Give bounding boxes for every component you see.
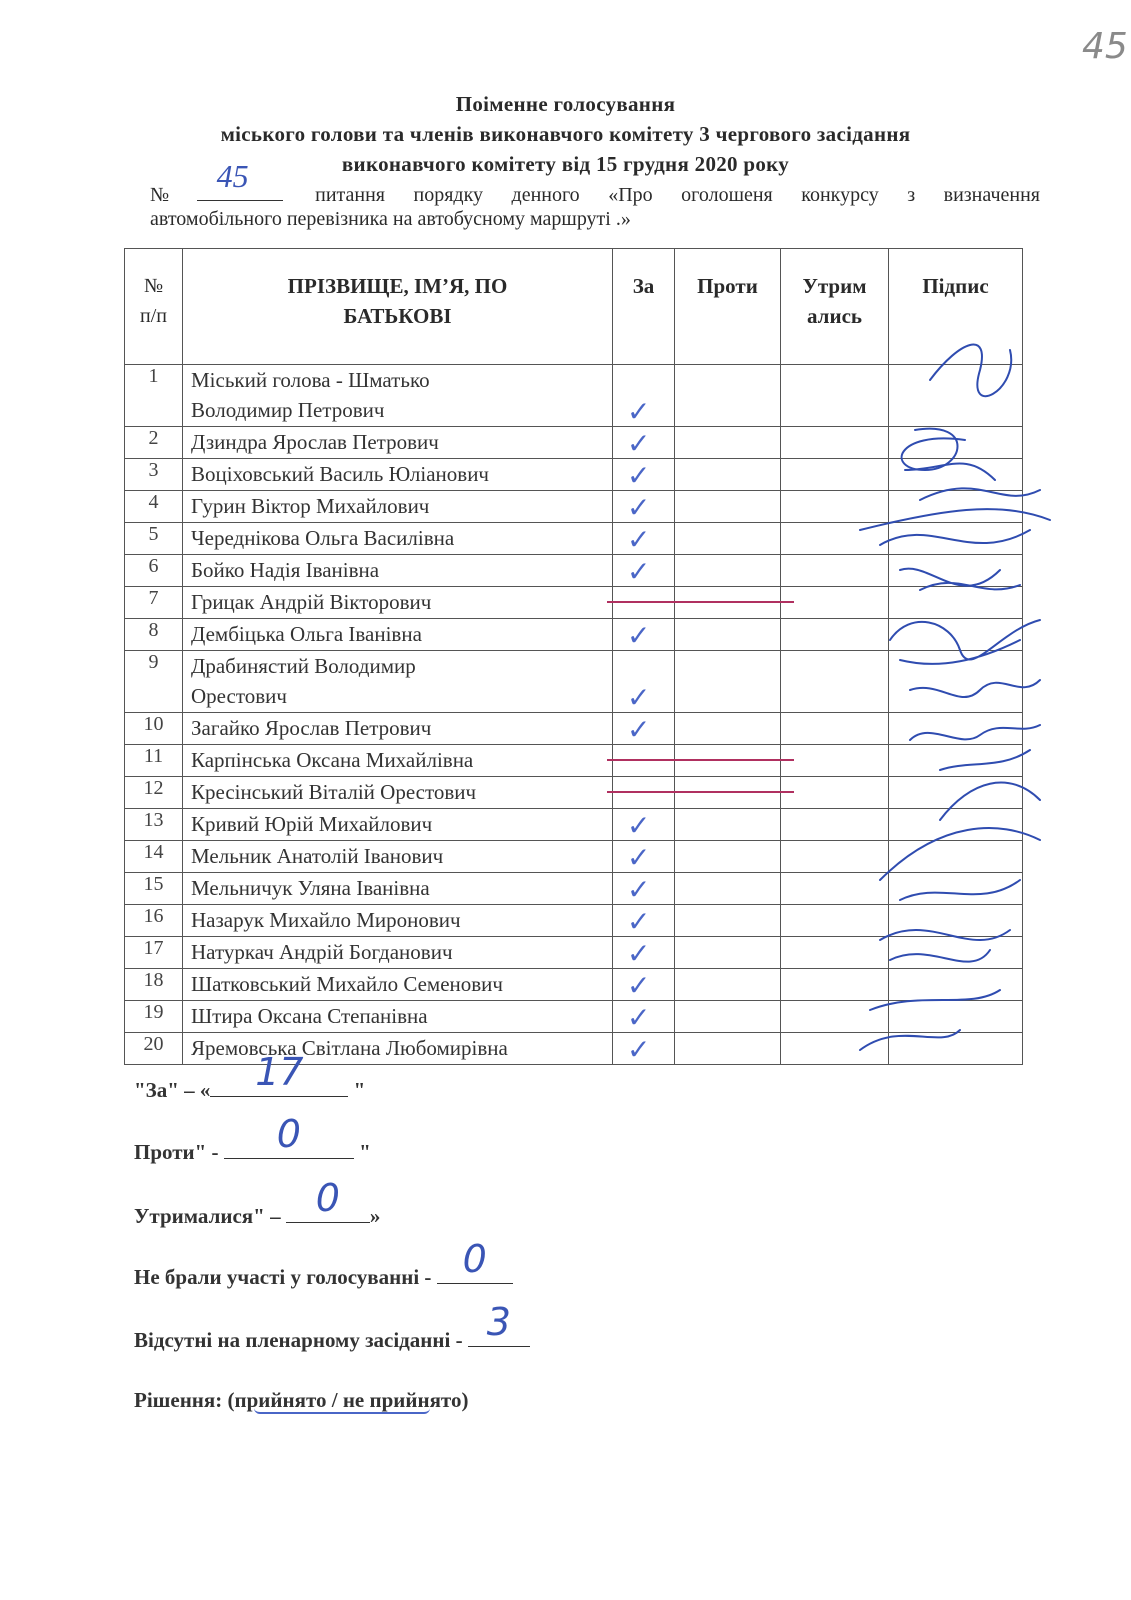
vote-abstain-cell <box>781 491 889 523</box>
vote-abstain-cell <box>781 651 889 713</box>
table-row <box>125 841 1023 873</box>
table-row <box>125 713 1023 745</box>
vote-for-cell <box>613 427 675 459</box>
against-blank <box>224 1112 354 1159</box>
abstain-blank <box>286 1176 370 1223</box>
signature-cell <box>889 841 1023 873</box>
signature-cell <box>889 873 1023 905</box>
vote-abstain-cell <box>781 619 889 651</box>
vote-against-cell <box>675 619 781 651</box>
agenda-text-2: автомобільного перевізника на автобусному маршруті .» <box>150 208 631 230</box>
col-header-num: № п/п <box>125 249 183 365</box>
vote-abstain-cell <box>781 1033 889 1065</box>
vote-abstain-cell <box>781 555 889 587</box>
not-voted-count: 0 <box>462 1237 487 1281</box>
table-row <box>125 651 1023 713</box>
summary-not-voted <box>134 1237 513 1290</box>
vote-against-cell <box>675 1033 781 1065</box>
signature-cell <box>889 619 1023 651</box>
vote-abstain-cell <box>781 713 889 745</box>
table-row <box>125 1001 1023 1033</box>
not-voted-label: Не брали участі у голосуванні - <box>134 1265 432 1289</box>
signature-cell <box>889 427 1023 459</box>
vote-for-cell <box>613 841 675 873</box>
table-row <box>125 969 1023 1001</box>
vote-abstain-cell <box>781 937 889 969</box>
row-number: 12 <box>125 777 183 809</box>
member-name: Мельник Анатолій Іванович <box>183 841 613 873</box>
member-name: Грицак Андрій Вікторович <box>183 587 613 619</box>
vote-abstain-cell <box>781 459 889 491</box>
vote-for-cell <box>613 459 675 491</box>
row-number: 20 <box>125 1033 183 1065</box>
vote-against-cell <box>675 459 781 491</box>
signature-cell <box>889 905 1023 937</box>
vote-for-cell <box>613 745 675 777</box>
row-number: 3 <box>125 459 183 491</box>
against-close: " <box>359 1140 371 1164</box>
for-count: 17 <box>255 1050 304 1094</box>
checkmark-icon: ✓ <box>627 937 651 970</box>
signature-cell <box>889 969 1023 1001</box>
agenda-text-1: питання порядку денного «Про оголошеня конкурсу з визначення <box>315 184 1040 206</box>
vote-abstain-cell <box>781 587 889 619</box>
table-row <box>125 365 1023 427</box>
row-number: 6 <box>125 555 183 587</box>
for-label: "За" – « <box>134 1078 211 1102</box>
vote-against-cell <box>675 905 781 937</box>
vote-for-cell <box>613 555 675 587</box>
checkmark-icon: ✓ <box>627 491 651 524</box>
summary-for <box>134 1050 366 1103</box>
col-header-name: ПРІЗВИЩЕ, ІМ’Я, ПО БАТЬКОВІ <box>183 249 613 365</box>
member-name: Кресінський Віталій Орестович <box>183 777 613 809</box>
col-header-abstain: Утрим ались <box>781 249 889 365</box>
signature-cell <box>889 713 1023 745</box>
row-number: 7 <box>125 587 183 619</box>
signature-cell <box>889 1001 1023 1033</box>
vote-for-cell <box>613 969 675 1001</box>
vote-for-cell <box>613 491 675 523</box>
col-header-for: За <box>613 249 675 365</box>
row-number: 18 <box>125 969 183 1001</box>
against-count: 0 <box>276 1112 301 1156</box>
vote-abstain-cell <box>781 841 889 873</box>
checkmark-icon: ✓ <box>627 713 651 746</box>
vote-abstain-cell <box>781 427 889 459</box>
against-label: Проти" - <box>134 1140 219 1164</box>
absent-label: Відсутні на пленарному засіданні - <box>134 1328 463 1352</box>
doc-subtitle: міського голови та членів виконавчого комітету 3 чергового засідання <box>220 122 911 146</box>
member-name: Кривий Юрій Михайлович <box>183 809 613 841</box>
vote-abstain-cell <box>781 777 889 809</box>
row-number: 8 <box>125 619 183 651</box>
col-header-signature: Підпис <box>889 249 1023 365</box>
vote-against-cell <box>675 523 781 555</box>
checkmark-icon: ✓ <box>627 555 651 588</box>
vote-against-cell <box>675 1001 781 1033</box>
doc-date-line: виконавчого комітету від 15 грудня 2020 року <box>341 152 790 176</box>
vote-abstain-cell <box>781 969 889 1001</box>
vote-against-cell <box>675 491 781 523</box>
vote-for-cell <box>613 365 675 427</box>
decision-underline <box>254 1408 430 1414</box>
agenda-number-blank <box>197 158 283 201</box>
number-sign: № <box>150 184 193 206</box>
row-number: 16 <box>125 905 183 937</box>
member-name: Дембіцька Ольга Іванівна <box>183 619 613 651</box>
checkmark-icon: ✓ <box>627 905 651 938</box>
vote-against-cell <box>675 809 781 841</box>
vote-for-cell <box>613 1033 675 1065</box>
table-row <box>125 427 1023 459</box>
col-header-against: Проти <box>675 249 781 365</box>
vote-against-cell <box>675 937 781 969</box>
summary-absent <box>134 1300 530 1353</box>
row-number: 10 <box>125 713 183 745</box>
member-name: Воціховський Василь Юліанович <box>183 459 613 491</box>
signature-cell <box>889 809 1023 841</box>
table-row <box>125 491 1023 523</box>
absent-count: 3 <box>486 1300 511 1344</box>
vote-against-cell <box>675 777 781 809</box>
table-row <box>125 523 1023 555</box>
abstain-count: 0 <box>315 1176 340 1220</box>
signature-cell <box>889 491 1023 523</box>
vote-against-cell <box>675 873 781 905</box>
table-row <box>125 777 1023 809</box>
decision-options: (прийнято / не прийнято) <box>227 1388 469 1412</box>
vote-for-cell <box>613 587 675 619</box>
roll-call-table <box>124 248 1023 1065</box>
checkmark-icon: ✓ <box>627 681 651 714</box>
row-number: 2 <box>125 427 183 459</box>
signature-cell <box>889 745 1023 777</box>
not-voted-blank <box>437 1237 513 1284</box>
vote-abstain-cell <box>781 365 889 427</box>
table-row <box>125 937 1023 969</box>
checkmark-icon: ✓ <box>627 459 651 492</box>
table-row <box>125 745 1023 777</box>
member-name: Бойко Надія Іванівна <box>183 555 613 587</box>
table-row <box>125 459 1023 491</box>
signature-cell <box>889 523 1023 555</box>
member-name: Загайко Ярослав Петрович <box>183 713 613 745</box>
vote-abstain-cell <box>781 745 889 777</box>
member-name: Гурин Віктор Михайлович <box>183 491 613 523</box>
checkmark-icon: ✓ <box>627 1033 651 1066</box>
signature-cell <box>889 587 1023 619</box>
row-number: 1 <box>125 365 183 427</box>
member-name: Шатковський Михайло Семенович <box>183 969 613 1001</box>
vote-against-cell <box>675 841 781 873</box>
table-body <box>125 365 1023 1065</box>
vote-abstain-cell <box>781 873 889 905</box>
member-name: Натуркач Андрій Богданович <box>183 937 613 969</box>
absent-blank <box>468 1300 530 1347</box>
vote-abstain-cell <box>781 905 889 937</box>
signature-cell <box>889 1033 1023 1065</box>
abstain-close: » <box>369 1204 381 1228</box>
row-number: 5 <box>125 523 183 555</box>
checkmark-icon: ✓ <box>627 809 651 842</box>
checkmark-icon: ✓ <box>627 395 651 428</box>
checkmark-icon: ✓ <box>627 523 651 556</box>
row-number: 9 <box>125 651 183 713</box>
vote-against-cell <box>675 745 781 777</box>
checkmark-icon: ✓ <box>627 969 651 1002</box>
member-name: Мельничук Уляна Іванівна <box>183 873 613 905</box>
vote-against-cell <box>675 427 781 459</box>
row-number: 11 <box>125 745 183 777</box>
abstain-label: Утрималися" – <box>134 1204 281 1228</box>
member-name: Драбинястий Володимир Орестович <box>183 651 613 713</box>
signature-cell <box>889 777 1023 809</box>
vote-against-cell <box>675 713 781 745</box>
vote-against-cell <box>675 587 781 619</box>
checkmark-icon: ✓ <box>627 841 651 874</box>
member-name: Яремовська Світлана Любомирівна <box>183 1033 613 1065</box>
row-number: 14 <box>125 841 183 873</box>
vote-abstain-cell <box>781 809 889 841</box>
vote-for-cell <box>613 809 675 841</box>
table-row <box>125 555 1023 587</box>
for-blank <box>210 1050 348 1097</box>
vote-for-cell <box>613 619 675 651</box>
doc-title: Поіменне голосування <box>455 92 676 116</box>
table-header-row <box>125 249 1023 365</box>
vote-against-cell <box>675 651 781 713</box>
member-name: Назарук Михайло Миронович <box>183 905 613 937</box>
member-name: Дзиндра Ярослав Петрович <box>183 427 613 459</box>
vote-abstain-cell <box>781 523 889 555</box>
checkmark-icon: ✓ <box>627 1001 651 1034</box>
table-row <box>125 619 1023 651</box>
agenda-number: 45 <box>216 158 249 194</box>
vote-for-cell <box>613 937 675 969</box>
table-row <box>125 587 1023 619</box>
row-number: 4 <box>125 491 183 523</box>
member-name: Карпінська Оксана Михайлівна <box>183 745 613 777</box>
row-number: 13 <box>125 809 183 841</box>
vote-for-cell <box>613 651 675 713</box>
summary-against <box>134 1112 371 1165</box>
checkmark-icon: ✓ <box>627 619 651 652</box>
member-name: Міський голова - Шматько Володимир Петрович <box>183 365 613 427</box>
member-name: Штира Оксана Степанівна <box>183 1001 613 1033</box>
table-row <box>125 905 1023 937</box>
signature-cell <box>889 459 1023 491</box>
for-close: " <box>353 1078 366 1102</box>
signature-cell <box>889 937 1023 969</box>
vote-for-cell <box>613 523 675 555</box>
vote-against-cell <box>675 969 781 1001</box>
row-number: 19 <box>125 1001 183 1033</box>
signature-cell <box>889 651 1023 713</box>
member-name: Череднікова Ольга Василівна <box>183 523 613 555</box>
row-number: 15 <box>125 873 183 905</box>
row-number: 17 <box>125 937 183 969</box>
vote-for-cell <box>613 1001 675 1033</box>
vote-abstain-cell <box>781 1001 889 1033</box>
vote-against-cell <box>675 555 781 587</box>
decision-label: Рішення: <box>134 1388 223 1412</box>
vote-for-cell <box>613 905 675 937</box>
vote-against-cell <box>675 365 781 427</box>
summary-abstain <box>134 1176 381 1229</box>
page-number: 45 <box>1082 26 1128 67</box>
vote-for-cell <box>613 777 675 809</box>
checkmark-icon: ✓ <box>627 873 651 906</box>
vote-for-cell <box>613 713 675 745</box>
table-row <box>125 873 1023 905</box>
vote-for-cell <box>613 873 675 905</box>
signature-cell <box>889 555 1023 587</box>
signature-cell <box>889 365 1023 427</box>
checkmark-icon: ✓ <box>627 427 651 460</box>
table-row <box>125 809 1023 841</box>
